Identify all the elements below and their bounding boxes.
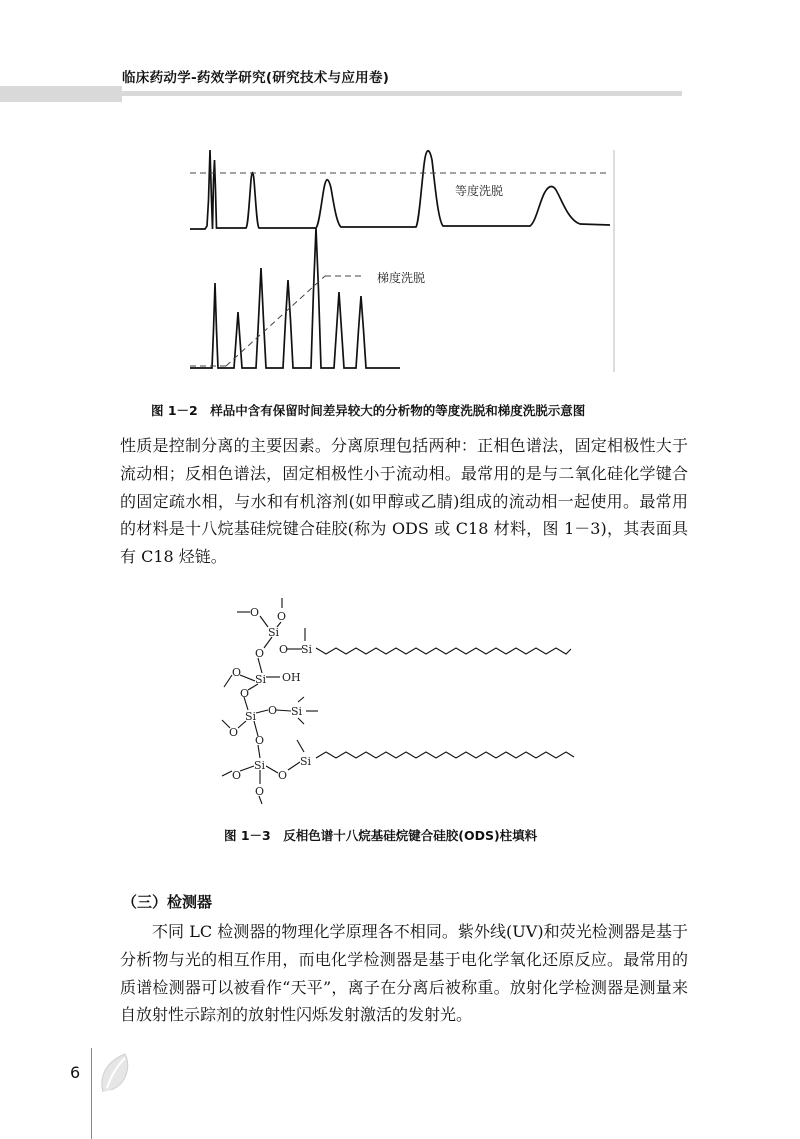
leaf-icon [97,1048,137,1098]
atom-label: O [250,606,260,619]
figure-1-3-ods-structure [0,590,800,830]
atom-label: Si [291,705,303,718]
gradient-dashed-ramp-slope [226,276,325,366]
atom-label: Si [254,759,266,772]
page-number: 6 [70,1063,81,1082]
isocratic-trace [190,150,610,229]
figure-1-3-caption: 图 1－3 反相色谱十八烷基硅烷键合硅胶(ODS)柱填料 [224,828,538,843]
section-heading-detectors: （三）检测器 [122,893,213,911]
atom-label: Si [301,643,313,656]
atom-label: O [278,769,288,782]
footer-vertical-rule [91,1048,92,1139]
atom-label: Si [268,626,280,639]
body-paragraph-2 [120,918,688,1029]
figure-1-2-chromatograms [0,0,800,400]
atom-label: Si [300,755,312,768]
atom-label: O [232,769,242,782]
atom-label: O [268,704,278,717]
atom-label: O [277,610,287,623]
label-isocratic-elution: 等度洗脱 [455,184,504,198]
atom-label: OH [282,671,301,684]
atom-label: O [240,687,250,700]
figure-1-2-caption: 图 1－2 样品中含有保留时间差异较大的分析物的等度洗脱和梯度洗脱示意图 [151,403,586,418]
gradient-trace [190,228,400,368]
atom-label: O [255,785,265,798]
body-paragraph-1 [120,432,688,571]
lower-c18-chain [316,752,574,758]
atom-label: O [279,643,289,656]
atom-label: O [255,734,265,747]
atom-label: Si [255,673,267,686]
upper-c18-chain [316,648,571,654]
atom-label: Si [245,710,257,723]
paragraph-2-text: 不同 LC 检测器的物理化学原理各不相同。紫外线(UV)和荧光检测器是基于分析物与光的相互作用，而电化学检测器是基于电化学氧化还原反应。最常用的质谱检测器可以被看作“天平”，离子在分离后被称重。放射化学检测器是测量来自放射性示踪剂的放射性闪烁发射激活的发射光。 [120,922,688,1025]
label-gradient-elution: 梯度洗脱 [377,271,426,285]
atom-label: O [232,666,242,679]
atom-label: O [229,726,239,739]
atom-label: O [255,647,265,660]
running-header-title: 临床药动学-药效学研究(研究技术与应用卷) [122,70,390,86]
paragraph-1-text: 性质是控制分离的主要因素。分离原理包括两种：正相色谱法，固定相极性大于流动相；反相色谱法，固定相极性小于流动相。最常用的是与二氧化硅化学键合的固定疏水相，与水和有机溶剂(如甲醇或乙腈)组成的流动相一起使用。最常用的材料是十八烷基硅烷键合硅胶(称为 ODS 或 C18 材料，图 1－3)，其表面具有 C18 烃链。 [120,436,688,567]
